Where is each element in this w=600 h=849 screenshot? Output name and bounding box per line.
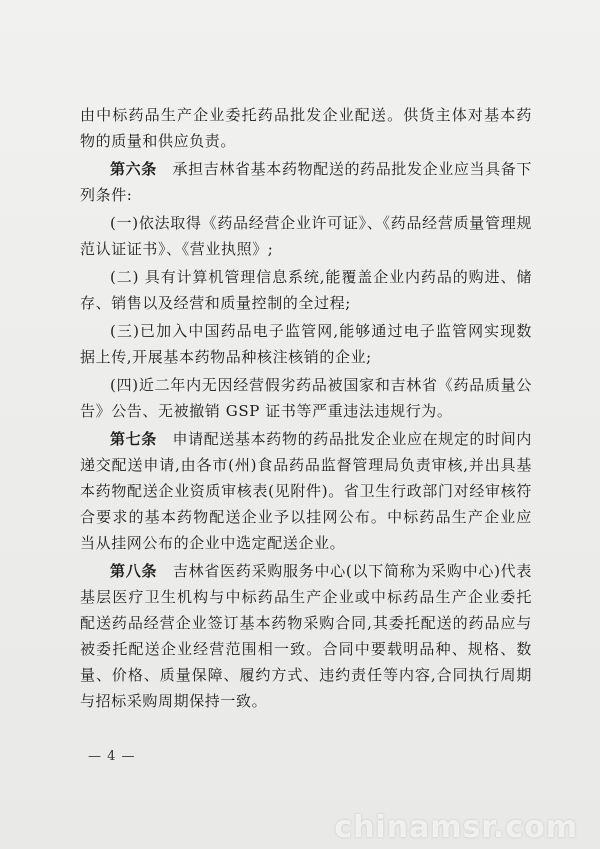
paragraph: (四)近二年内无因经营假劣药品被国家和吉林省《药品质量公告》公告、无被撤销 GSP 证书等严重违法违规行为。: [80, 376, 532, 420]
article-heading: 第七条: [110, 430, 157, 448]
paragraph: (二) 具有计算机管理信息系统,能覆盖企业内药品的购进、储存、销售以及经营和质量控制的全过程;: [80, 268, 532, 312]
paragraph: 由中标药品生产企业委托药品批发企业配送。供货主体对基本药物的质量和供应负责。: [80, 106, 532, 150]
paragraph: (一)依法取得《药品经营企业许可证》、《药品经营质量管理规范认证证书》、《营业执照》;: [80, 214, 532, 258]
article-heading: 第六条: [110, 160, 157, 178]
page-number: — 4 —: [88, 749, 136, 764]
document-body: [80, 102, 532, 716]
paragraph: (三)已加入中国药品电子监管网,能够通过电子监管网实现数据上传,开展基本药物品种核注核销的企业;: [80, 322, 532, 366]
watermark: chinamsr.com: [334, 810, 578, 845]
paragraph: 第八条 吉林省医药采购服务中心(以下简称为采购中心)代表基层医疗卫生机构与中标药品生产企业或中标药品生产企业委托配送药品经营企业签订基本药物采购合同,其委托配送的药品应与被委托配送企业经营范围相一致。合同中要载明品种、规格、数量、价格、质量保障、履约方式、违约责任等内容,合同执行周期与招标采购周期保持一致。: [80, 562, 532, 710]
article-heading: 第八条: [110, 562, 158, 580]
paragraph: 第七条 申请配送基本药物的药品批发企业应在规定的时间内递交配送申请,由各市(州)食品药品监督管理局负责审核,并出具基本药物配送企业资质审核表(见附件)。省卫生行政部门对经审核符合要求的基本药物配送企业予以挂网公布。中标药品生产企业应当从挂网公布的企业中选定配送企业。: [80, 430, 532, 552]
paragraph: 第六条 承担吉林省基本药物配送的药品批发企业应当具备下列条件:: [80, 160, 532, 204]
